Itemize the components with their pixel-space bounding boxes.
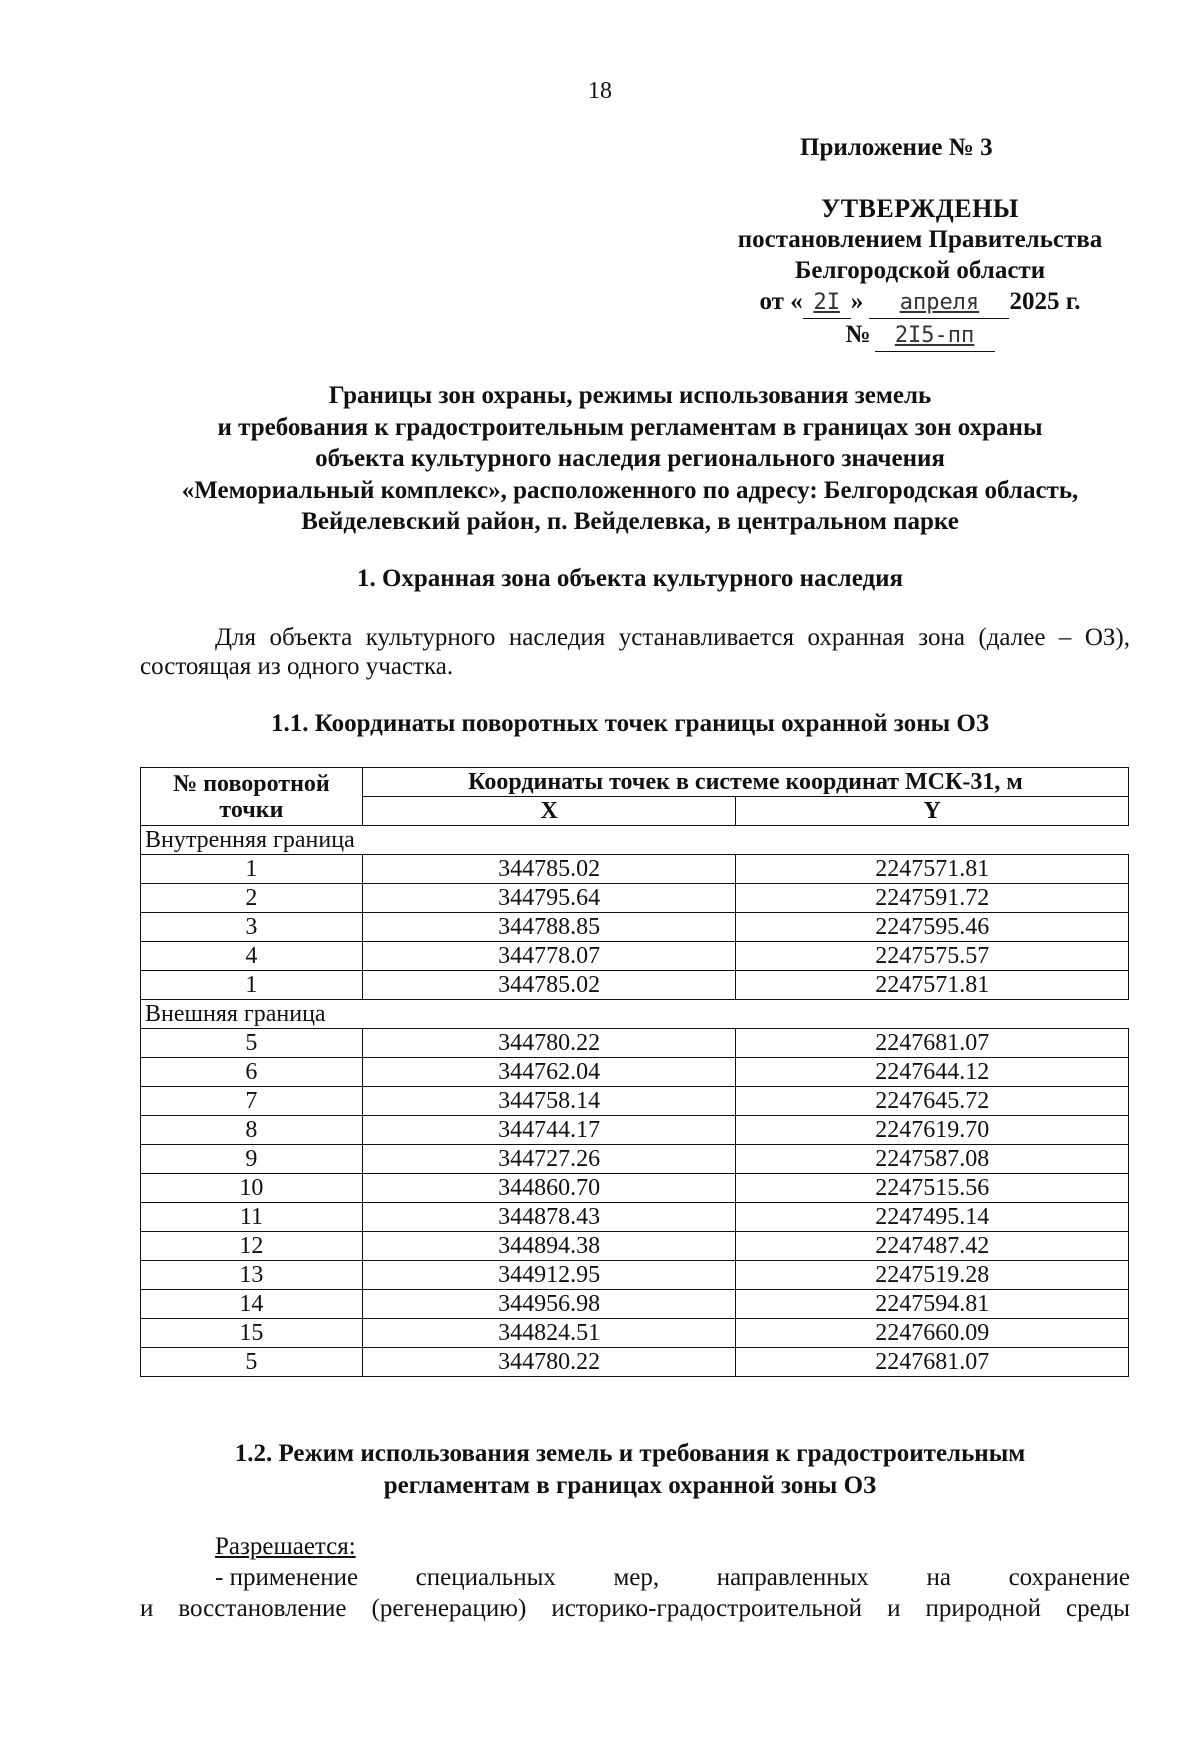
section-1-title: 1. Охранная зона объекта культурного наследия	[356, 565, 904, 592]
date-year: 2025 г.	[1009, 288, 1081, 315]
title-line: и требования к градостроительным регламентам в границах зон охраны	[217, 413, 1043, 441]
coordinates-table-body	[141, 826, 1129, 1377]
table-row	[141, 913, 1129, 942]
approval-line-2: Белгородской области	[794, 257, 1046, 284]
word: специальных	[415, 1564, 556, 1591]
title-line: Вейделевский район, п. Вейделевка, в центральном парке	[301, 508, 959, 535]
y-coordinate-cell: 2247681.07	[736, 1348, 1129, 1377]
x-coordinate-cell: 344785.02	[362, 855, 736, 884]
document-title	[130, 380, 1130, 538]
x-coordinate-cell: 344762.04	[362, 1058, 736, 1087]
x-coordinate-cell: 344785.02	[362, 971, 736, 1000]
word: (регенерацию)	[371, 1595, 527, 1622]
y-coordinate-cell: 2247571.81	[736, 855, 1129, 884]
y-coordinate-cell: 2247487.42	[736, 1232, 1129, 1261]
title-line: «Мемориальный комплекс», расположенного по адресу: Белгородская область,	[181, 476, 1079, 504]
point-number-cell: 7	[141, 1087, 363, 1116]
point-number-cell: 10	[141, 1174, 363, 1203]
y-coordinate-cell: 2247591.72	[736, 884, 1129, 913]
word: - применение	[215, 1564, 359, 1591]
point-number-cell: 13	[141, 1261, 363, 1290]
point-number-cell: 14	[141, 1290, 363, 1319]
approval-title: УТВЕРЖДЕНЫ	[821, 194, 1019, 223]
table-row	[141, 855, 1129, 884]
page-number: 18	[588, 78, 612, 104]
allowed-line-1	[140, 1563, 1130, 1592]
x-coordinate-cell: 344778.07	[362, 942, 736, 971]
word: сохранение	[1008, 1564, 1130, 1591]
table-row	[141, 1290, 1129, 1319]
y-coordinate-cell: 2247619.70	[736, 1116, 1129, 1145]
word: на	[926, 1564, 951, 1591]
word: историко-градостроительной	[551, 1595, 863, 1622]
table-row	[141, 1116, 1129, 1145]
table-row	[141, 1145, 1129, 1174]
x-header: X	[362, 797, 736, 826]
x-coordinate-cell: 344795.64	[362, 884, 736, 913]
word: восстановление	[178, 1595, 347, 1622]
group-row	[141, 826, 1129, 855]
y-coordinate-cell: 2247660.09	[736, 1319, 1129, 1348]
point-number-cell: 1	[141, 855, 363, 884]
y-coordinate-cell: 2247644.12	[736, 1058, 1129, 1087]
y-coordinate-cell: 2247645.72	[736, 1087, 1129, 1116]
x-coordinate-cell: 344727.26	[362, 1145, 736, 1174]
point-number-cell: 12	[141, 1232, 363, 1261]
x-coordinate-cell: 344956.98	[362, 1290, 736, 1319]
point-number-cell: 11	[141, 1203, 363, 1232]
point-number-cell: 8	[141, 1116, 363, 1145]
y-coordinate-cell: 2247575.57	[736, 942, 1129, 971]
x-coordinate-cell: 344912.95	[362, 1261, 736, 1290]
point-number-cell: 1	[141, 971, 363, 1000]
y-coordinate-cell: 2247515.56	[736, 1174, 1129, 1203]
y-coordinate-cell: 2247571.81	[736, 971, 1129, 1000]
x-coordinate-cell: 344780.22	[362, 1348, 736, 1377]
point-number-cell: 6	[141, 1058, 363, 1087]
date-mid: »	[850, 288, 864, 315]
table-row	[141, 942, 1129, 971]
x-coordinate-cell: 344788.85	[362, 913, 736, 942]
title-line: Границы зон охраны, режимы использования земель	[328, 382, 932, 409]
table-row	[141, 1029, 1129, 1058]
point-number-cell: 9	[141, 1145, 363, 1174]
section-1-2-title	[130, 1438, 1130, 1501]
y-coordinate-cell: 2247595.46	[736, 913, 1129, 942]
word: природной	[925, 1595, 1042, 1622]
y-coordinate-cell: 2247594.81	[736, 1290, 1129, 1319]
section-1-2-title-line-1: 1.2. Режим использования земель и требования к градостроительным	[234, 1440, 1026, 1467]
word: и	[140, 1595, 154, 1622]
group-label: Внутренняя граница	[141, 826, 1129, 855]
x-coordinate-cell: 344878.43	[362, 1203, 736, 1232]
title-line: объекта культурного наследия регионального значения	[315, 445, 945, 472]
point-number-cell: 5	[141, 1348, 363, 1377]
y-coordinate-cell: 2247495.14	[736, 1203, 1129, 1232]
allowed-label-row	[140, 1532, 1130, 1561]
table-row	[141, 1319, 1129, 1348]
point-number-cell: 4	[141, 942, 363, 971]
section-1-2-title-line-2: регламентам в границах охранной зоны ОЗ	[383, 1471, 877, 1499]
appendix-label: Приложение № 3	[800, 134, 993, 161]
point-number-cell: 15	[141, 1319, 363, 1348]
date-month: апреля	[899, 290, 980, 315]
point-number-cell: 2	[141, 884, 363, 913]
x-coordinate-cell: 344860.70	[362, 1174, 736, 1203]
word: среды	[1066, 1595, 1130, 1622]
table-row	[141, 971, 1129, 1000]
date-day: 2I	[813, 290, 840, 315]
table-row	[141, 1348, 1129, 1377]
table-row	[141, 1174, 1129, 1203]
word: и	[887, 1595, 901, 1622]
section-1-1-title: 1.1. Координаты поворотных точек границы охранной зоны ОЗ	[270, 710, 990, 737]
x-coordinate-cell: 344744.17	[362, 1116, 736, 1145]
x-coordinate-cell: 344824.51	[362, 1319, 736, 1348]
approval-line-1: постановлением Правительства	[737, 226, 1103, 253]
table-row	[141, 1232, 1129, 1261]
table-row	[141, 1058, 1129, 1087]
point-number-header	[141, 768, 363, 826]
allowed-line-2	[140, 1594, 1130, 1623]
date-prefix: от «	[759, 288, 803, 315]
y-coordinate-cell: 2247519.28	[736, 1261, 1129, 1290]
point-header-line-2: точки	[219, 796, 284, 823]
x-coordinate-cell: 344894.38	[362, 1232, 736, 1261]
point-header-line-1: № поворотной	[173, 770, 330, 797]
number-value: 2I5-пп	[894, 323, 975, 348]
allowed-label: Разрешается:	[215, 1533, 356, 1560]
section-1-text: Для объекта культурного наследия устанавливается охранная зона (далее – ОЗ), состоящая из одного участка.	[140, 624, 1130, 680]
group-label: Внешняя граница	[141, 1000, 1129, 1029]
table-row	[141, 1203, 1129, 1232]
y-coordinate-cell: 2247587.08	[736, 1145, 1129, 1174]
y-coordinate-cell: 2247681.07	[736, 1029, 1129, 1058]
group-row	[141, 1000, 1129, 1029]
table-row	[141, 1261, 1129, 1290]
y-header: Y	[736, 797, 1129, 826]
x-coordinate-cell: 344780.22	[362, 1029, 736, 1058]
word: мер,	[613, 1564, 660, 1591]
approval-date	[700, 286, 1140, 319]
coordinates-table	[140, 767, 1129, 1377]
point-number-cell: 5	[141, 1029, 363, 1058]
table-row	[141, 1087, 1129, 1116]
approval-block	[700, 193, 1140, 352]
x-coordinate-cell: 344758.14	[362, 1087, 736, 1116]
coordinates-header: Координаты точек в системе координат МСК-31, м	[362, 768, 1128, 797]
word: направленных	[716, 1564, 869, 1591]
point-number-cell: 3	[141, 913, 363, 942]
table-row	[141, 884, 1129, 913]
number-label: №	[845, 321, 871, 348]
approval-number	[700, 319, 1140, 352]
